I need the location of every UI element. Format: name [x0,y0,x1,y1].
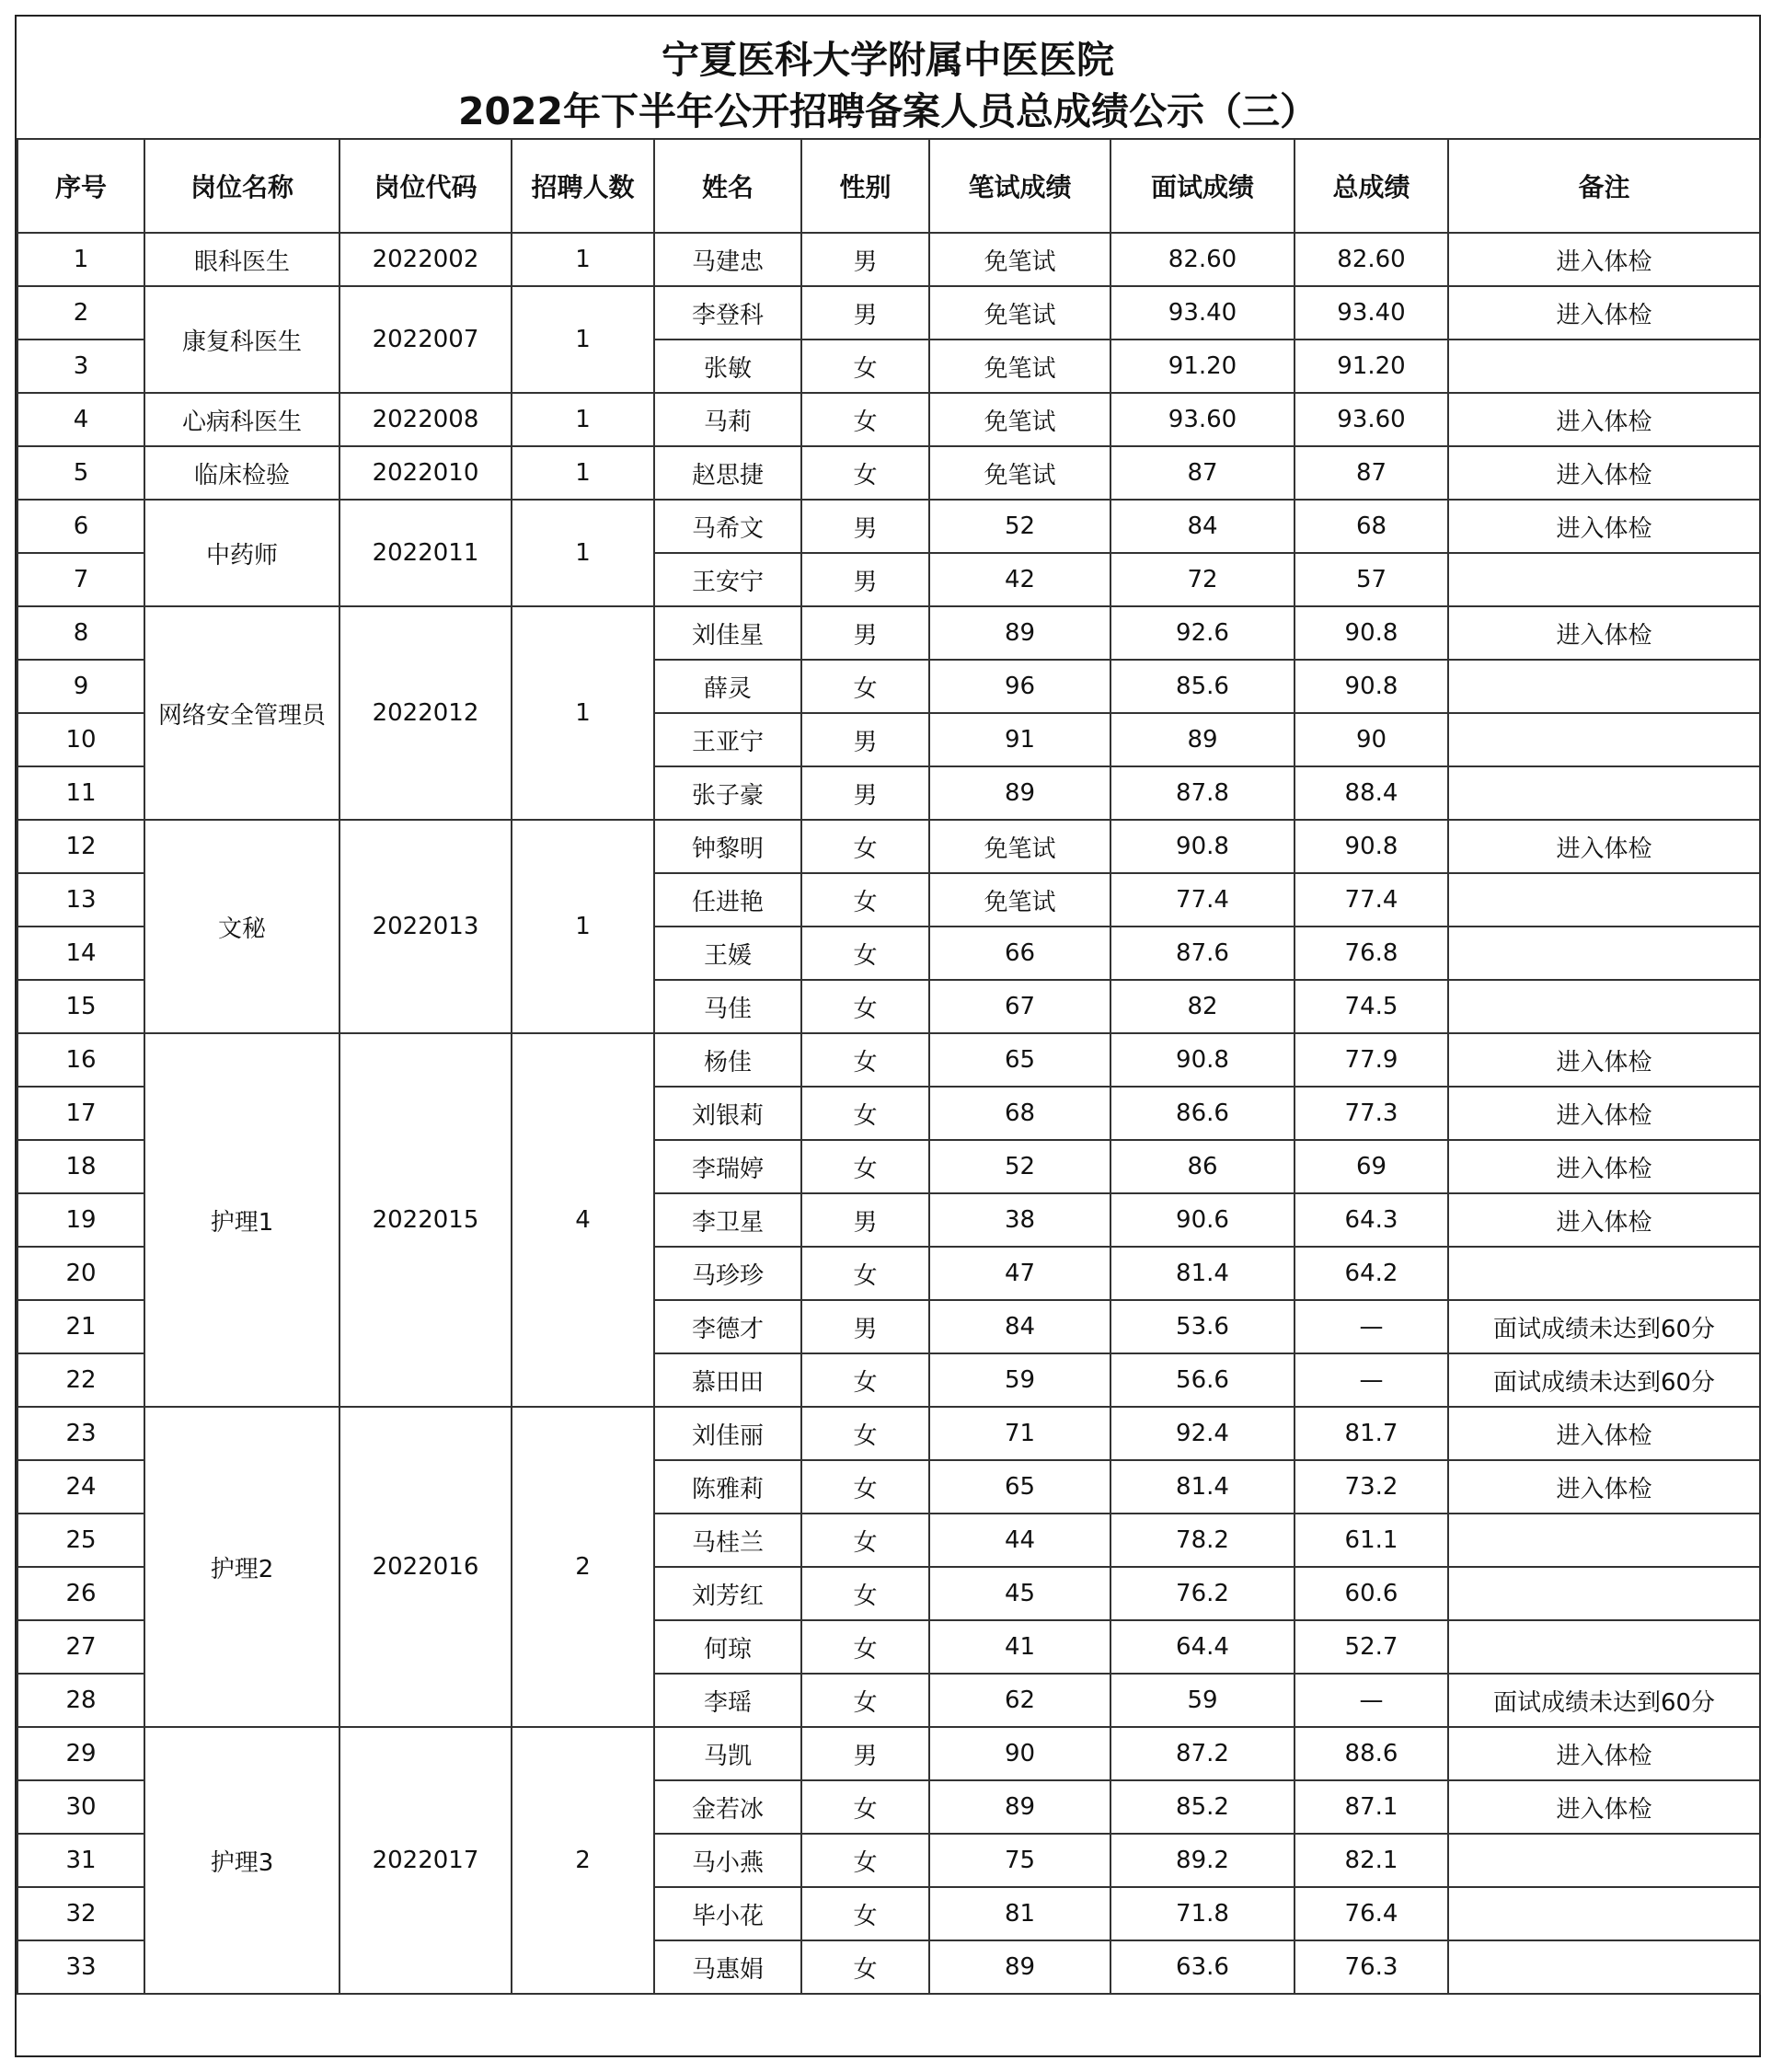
cell-code: 2022007 [339,286,512,393]
cell-written: 65 [929,1033,1110,1087]
cell-gender: 男 [801,233,929,286]
cell-total: 82.60 [1294,233,1448,286]
cell-gender: 男 [801,606,929,660]
cell-interview: 86 [1110,1140,1294,1193]
cell-seq: 33 [17,1940,144,1994]
cell-interview: 85.6 [1110,660,1294,713]
cell-name: 王媛 [654,927,801,980]
cell-gender: 女 [801,1780,929,1834]
cell-total: 76.4 [1294,1887,1448,1940]
cell-total: 52.7 [1294,1620,1448,1674]
cell-note: 进入体检 [1448,286,1760,340]
cell-position: 护理2 [144,1407,339,1727]
cell-seq: 10 [17,713,144,766]
cell-written: 38 [929,1193,1110,1247]
cell-note [1448,1620,1760,1674]
cell-gender: 女 [801,820,929,873]
header-row [17,139,1760,233]
table-row [17,1727,1760,1780]
cell-written: 75 [929,1834,1110,1887]
cell-interview: 59 [1110,1674,1294,1727]
cell-written: 66 [929,927,1110,980]
cell-total: — [1294,1353,1448,1407]
cell-interview: 78.2 [1110,1514,1294,1567]
cell-written: 89 [929,766,1110,820]
header-cell-written: 笔试成绩 [929,139,1110,233]
cell-name: 陈雅莉 [654,1460,801,1514]
cell-gender: 女 [801,1620,929,1674]
hospital-title: 宁夏医科大学附属中医医院 [662,38,1114,82]
cell-total: 77.3 [1294,1087,1448,1140]
cell-name: 马惠娟 [654,1940,801,1994]
cell-seq: 2 [17,286,144,340]
cell-name: 薛灵 [654,660,801,713]
table-body [17,233,1760,1994]
cell-name: 赵思捷 [654,446,801,500]
cell-count: 2 [512,1407,654,1727]
cell-total: 73.2 [1294,1460,1448,1514]
cell-note: 进入体检 [1448,1407,1760,1460]
cell-seq: 14 [17,927,144,980]
cell-seq: 29 [17,1727,144,1780]
cell-total: 81.7 [1294,1407,1448,1460]
cell-written: 67 [929,980,1110,1033]
cell-gender: 女 [801,340,929,393]
cell-name: 刘芳红 [654,1567,801,1620]
cell-interview: 90.8 [1110,820,1294,873]
cell-total: 64.2 [1294,1247,1448,1300]
cell-seq: 30 [17,1780,144,1834]
cell-seq: 1 [17,233,144,286]
cell-note: 进入体检 [1448,1193,1760,1247]
cell-count: 1 [512,606,654,820]
cell-interview: 87.2 [1110,1727,1294,1780]
cell-written: 免笔试 [929,393,1110,446]
header-cell-note: 备注 [1448,139,1760,233]
cell-position: 心病科医生 [144,393,339,446]
cell-note: 进入体检 [1448,393,1760,446]
cell-gender: 男 [801,713,929,766]
cell-note [1448,980,1760,1033]
cell-interview: 81.4 [1110,1460,1294,1514]
cell-name: 马建忠 [654,233,801,286]
cell-written: 84 [929,1300,1110,1353]
cell-code: 2022012 [339,606,512,820]
cell-gender: 男 [801,766,929,820]
cell-gender: 女 [801,1033,929,1087]
cell-gender: 女 [801,660,929,713]
cell-name: 何琼 [654,1620,801,1674]
cell-gender: 女 [801,446,929,500]
cell-written: 免笔试 [929,820,1110,873]
cell-name: 刘佳星 [654,606,801,660]
cell-total: 91.20 [1294,340,1448,393]
cell-seq: 15 [17,980,144,1033]
cell-seq: 7 [17,553,144,606]
cell-seq: 31 [17,1834,144,1887]
cell-interview: 87 [1110,446,1294,500]
cell-note [1448,340,1760,393]
cell-gender: 男 [801,553,929,606]
cell-seq: 4 [17,393,144,446]
cell-name: 任进艳 [654,873,801,927]
cell-total: 82.1 [1294,1834,1448,1887]
cell-total: 76.3 [1294,1940,1448,1994]
table-row [17,286,1760,340]
cell-name: 李瑶 [654,1674,801,1727]
table-row [17,500,1760,553]
cell-name: 李卫星 [654,1193,801,1247]
cell-gender: 男 [801,1300,929,1353]
cell-total: 87 [1294,446,1448,500]
cell-code: 2022011 [339,500,512,606]
cell-written: 89 [929,1780,1110,1834]
cell-count: 1 [512,233,654,286]
cell-interview: 84 [1110,500,1294,553]
cell-interview: 89 [1110,713,1294,766]
cell-count: 1 [512,393,654,446]
cell-total: 87.1 [1294,1780,1448,1834]
title-area [17,17,1759,138]
cell-written: 41 [929,1620,1110,1674]
cell-total: 93.40 [1294,286,1448,340]
cell-gender: 女 [801,1940,929,1994]
cell-seq: 21 [17,1300,144,1353]
cell-seq: 19 [17,1193,144,1247]
cell-note: 进入体检 [1448,1033,1760,1087]
cell-interview: 81.4 [1110,1247,1294,1300]
cell-total: 76.8 [1294,927,1448,980]
cell-written: 68 [929,1087,1110,1140]
cell-written: 免笔试 [929,233,1110,286]
cell-total: 88.4 [1294,766,1448,820]
cell-interview: 93.40 [1110,286,1294,340]
cell-name: 刘银莉 [654,1087,801,1140]
cell-name: 慕田田 [654,1353,801,1407]
cell-written: 45 [929,1567,1110,1620]
cell-total: 90.8 [1294,660,1448,713]
cell-gender: 女 [801,1140,929,1193]
cell-name: 钟黎明 [654,820,801,873]
cell-name: 毕小花 [654,1887,801,1940]
table-row [17,1033,1760,1087]
header-cell-count: 招聘人数 [512,139,654,233]
document-sheet [15,15,1761,2057]
cell-position: 康复科医生 [144,286,339,393]
cell-written: 44 [929,1514,1110,1567]
header-cell-gender: 性别 [801,139,929,233]
cell-seq: 28 [17,1674,144,1727]
cell-total: 77.9 [1294,1033,1448,1087]
cell-gender: 女 [801,1834,929,1887]
cell-name: 金若冰 [654,1780,801,1834]
cell-written: 47 [929,1247,1110,1300]
cell-interview: 89.2 [1110,1834,1294,1887]
cell-written: 81 [929,1887,1110,1940]
cell-seq: 25 [17,1514,144,1567]
cell-total: 57 [1294,553,1448,606]
cell-position: 护理1 [144,1033,339,1407]
cell-seq: 32 [17,1887,144,1940]
cell-written: 52 [929,1140,1110,1193]
cell-interview: 90.8 [1110,1033,1294,1087]
cell-name: 马希文 [654,500,801,553]
cell-name: 杨佳 [654,1033,801,1087]
cell-gender: 男 [801,1727,929,1780]
cell-position: 护理3 [144,1727,339,1994]
cell-count: 1 [512,820,654,1033]
header-cell-seq: 序号 [17,139,144,233]
cell-interview: 87.8 [1110,766,1294,820]
cell-total: 77.4 [1294,873,1448,927]
cell-interview: 56.6 [1110,1353,1294,1407]
cell-note [1448,1567,1760,1620]
cell-interview: 90.6 [1110,1193,1294,1247]
cell-note [1448,873,1760,927]
cell-code: 2022015 [339,1033,512,1407]
cell-gender: 女 [801,1353,929,1407]
cell-gender: 女 [801,980,929,1033]
cell-interview: 91.20 [1110,340,1294,393]
table-row [17,446,1760,500]
cell-interview: 76.2 [1110,1567,1294,1620]
cell-code: 2022016 [339,1407,512,1727]
cell-interview: 92.4 [1110,1407,1294,1460]
cell-seq: 18 [17,1140,144,1193]
cell-written: 65 [929,1460,1110,1514]
cell-gender: 女 [801,1674,929,1727]
header-cell-name: 姓名 [654,139,801,233]
cell-total: 69 [1294,1140,1448,1193]
cell-seq: 8 [17,606,144,660]
cell-interview: 63.6 [1110,1940,1294,1994]
cell-seq: 17 [17,1087,144,1140]
cell-interview: 93.60 [1110,393,1294,446]
cell-total: 64.3 [1294,1193,1448,1247]
cell-gender: 女 [801,1460,929,1514]
cell-total: — [1294,1300,1448,1353]
cell-code: 2022002 [339,233,512,286]
cell-seq: 13 [17,873,144,927]
cell-count: 1 [512,446,654,500]
cell-note: 面试成绩未达到60分 [1448,1674,1760,1727]
cell-note [1448,1940,1760,1994]
cell-seq: 3 [17,340,144,393]
cell-note [1448,713,1760,766]
cell-name: 马凯 [654,1727,801,1780]
cell-note: 进入体检 [1448,606,1760,660]
cell-interview: 86.6 [1110,1087,1294,1140]
cell-seq: 23 [17,1407,144,1460]
cell-name: 刘佳丽 [654,1407,801,1460]
cell-written: 91 [929,713,1110,766]
cell-interview: 71.8 [1110,1887,1294,1940]
cell-gender: 女 [801,1247,929,1300]
header-cell-interview: 面试成绩 [1110,139,1294,233]
cell-code: 2022013 [339,820,512,1033]
cell-written: 62 [929,1674,1110,1727]
cell-seq: 12 [17,820,144,873]
cell-written: 42 [929,553,1110,606]
cell-seq: 11 [17,766,144,820]
cell-note [1448,1247,1760,1300]
cell-name: 马佳 [654,980,801,1033]
cell-interview: 77.4 [1110,873,1294,927]
cell-position: 文秘 [144,820,339,1033]
cell-name: 马莉 [654,393,801,446]
table-row [17,820,1760,873]
cell-name: 王亚宁 [654,713,801,766]
cell-gender: 女 [801,927,929,980]
cell-seq: 6 [17,500,144,553]
cell-written: 免笔试 [929,873,1110,927]
cell-seq: 5 [17,446,144,500]
cell-gender: 男 [801,1193,929,1247]
cell-interview: 82.60 [1110,233,1294,286]
cell-interview: 85.2 [1110,1780,1294,1834]
cell-note [1448,553,1760,606]
cell-interview: 82 [1110,980,1294,1033]
cell-total: 68 [1294,500,1448,553]
cell-total: 61.1 [1294,1514,1448,1567]
cell-interview: 72 [1110,553,1294,606]
cell-total: 74.5 [1294,980,1448,1033]
cell-written: 90 [929,1727,1110,1780]
cell-gender: 女 [801,1087,929,1140]
cell-gender: 女 [801,873,929,927]
cell-seq: 22 [17,1353,144,1407]
cell-total: — [1294,1674,1448,1727]
cell-code: 2022010 [339,446,512,500]
cell-written: 96 [929,660,1110,713]
cell-name: 马珍珍 [654,1247,801,1300]
table-row [17,606,1760,660]
cell-note [1448,766,1760,820]
cell-count: 1 [512,500,654,606]
cell-written: 52 [929,500,1110,553]
cell-name: 王安宁 [654,553,801,606]
cell-total: 90.8 [1294,820,1448,873]
cell-seq: 26 [17,1567,144,1620]
cell-note: 面试成绩未达到60分 [1448,1300,1760,1353]
cell-seq: 24 [17,1460,144,1514]
table-row [17,393,1760,446]
cell-name: 李登科 [654,286,801,340]
cell-interview: 87.6 [1110,927,1294,980]
cell-note: 进入体检 [1448,233,1760,286]
cell-written: 59 [929,1353,1110,1407]
cell-note [1448,1834,1760,1887]
cell-note: 进入体检 [1448,1460,1760,1514]
cell-note: 面试成绩未达到60分 [1448,1353,1760,1407]
cell-gender: 男 [801,286,929,340]
cell-seq: 27 [17,1620,144,1674]
cell-total: 88.6 [1294,1727,1448,1780]
cell-gender: 男 [801,500,929,553]
table-row [17,1407,1760,1460]
cell-name: 张敏 [654,340,801,393]
cell-written: 免笔试 [929,446,1110,500]
cell-seq: 9 [17,660,144,713]
header-cell-position: 岗位名称 [144,139,339,233]
cell-position: 网络安全管理员 [144,606,339,820]
cell-gender: 女 [801,1887,929,1940]
cell-position: 中药师 [144,500,339,606]
cell-name: 张子豪 [654,766,801,820]
cell-interview: 64.4 [1110,1620,1294,1674]
cell-note: 进入体检 [1448,1140,1760,1193]
cell-interview: 92.6 [1110,606,1294,660]
table-row [17,233,1760,286]
cell-position: 眼科医生 [144,233,339,286]
cell-seq: 16 [17,1033,144,1087]
header-cell-total: 总成绩 [1294,139,1448,233]
cell-total: 60.6 [1294,1567,1448,1620]
cell-position: 临床检验 [144,446,339,500]
cell-note: 进入体检 [1448,500,1760,553]
cell-code: 2022017 [339,1727,512,1994]
announcement-title: 2022年下半年公开招聘备案人员总成绩公示（三） [457,89,1318,133]
cell-written: 免笔试 [929,286,1110,340]
cell-total: 90.8 [1294,606,1448,660]
cell-name: 李瑞婷 [654,1140,801,1193]
cell-seq: 20 [17,1247,144,1300]
cell-note [1448,927,1760,980]
cell-interview: 53.6 [1110,1300,1294,1353]
cell-count: 2 [512,1727,654,1994]
cell-gender: 女 [801,1514,929,1567]
cell-written: 89 [929,606,1110,660]
cell-total: 90 [1294,713,1448,766]
cell-name: 马小燕 [654,1834,801,1887]
cell-written: 71 [929,1407,1110,1460]
cell-note [1448,1514,1760,1567]
cell-gender: 女 [801,393,929,446]
cell-written: 免笔试 [929,340,1110,393]
cell-code: 2022008 [339,393,512,446]
header-cell-code: 岗位代码 [339,139,512,233]
score-table [17,138,1761,1995]
cell-written: 89 [929,1940,1110,1994]
cell-note: 进入体检 [1448,446,1760,500]
cell-name: 马桂兰 [654,1514,801,1567]
cell-gender: 女 [801,1567,929,1620]
cell-total: 93.60 [1294,393,1448,446]
cell-note: 进入体检 [1448,1087,1760,1140]
cell-note: 进入体检 [1448,820,1760,873]
cell-count: 4 [512,1033,654,1407]
cell-note: 进入体检 [1448,1727,1760,1780]
cell-gender: 女 [801,1407,929,1460]
cell-note [1448,1887,1760,1940]
cell-note [1448,660,1760,713]
cell-count: 1 [512,286,654,393]
cell-name: 李德才 [654,1300,801,1353]
cell-note: 进入体检 [1448,1780,1760,1834]
